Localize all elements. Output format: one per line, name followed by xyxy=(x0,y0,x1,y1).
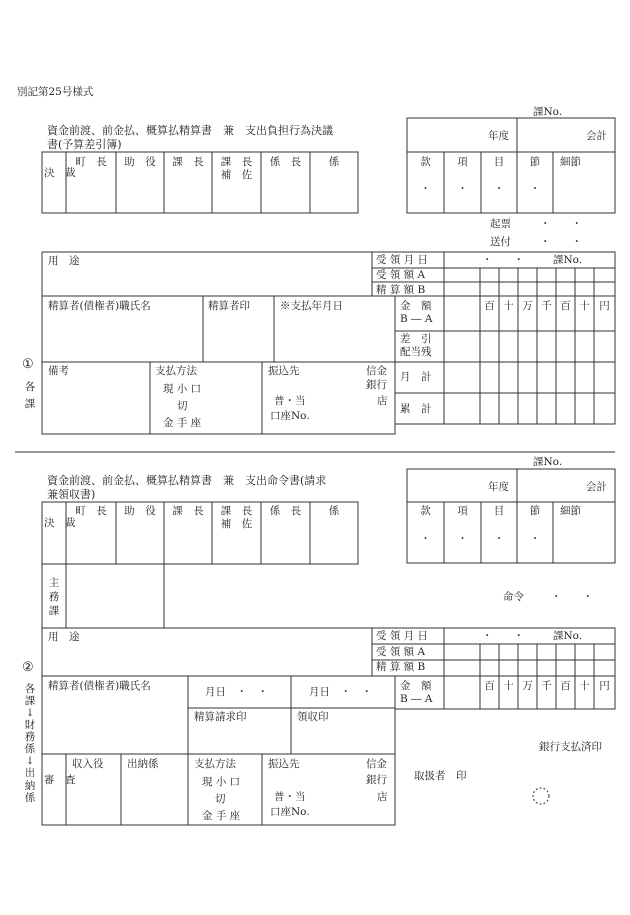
small-ka-number: 課No. xyxy=(553,254,583,266)
digit-juu2: 十 xyxy=(579,300,590,312)
digit-juu: 十 xyxy=(503,680,514,692)
approval-role-chief: 課 長 xyxy=(172,156,204,168)
part2-nendo: 年度 xyxy=(488,481,509,493)
approval-role-staff: 係 xyxy=(328,156,340,168)
digit-hyaku2: 百 xyxy=(560,300,571,312)
budget-dot: ・ xyxy=(420,183,431,195)
shiharai-method-label: 支払方法 xyxy=(155,365,197,377)
ginko-label: 銀行 xyxy=(366,379,387,391)
shinkin-label: 信金 xyxy=(366,758,387,770)
seikyu-seal-label: 精算請求印 xyxy=(194,711,247,723)
part2-side-number: ② xyxy=(22,660,34,675)
toriatsukai-label: 取扱者 印 xyxy=(414,770,467,782)
youto-label: 用 途 xyxy=(48,631,80,643)
budget-col-moku: 目 xyxy=(493,156,505,168)
digit-sen: 千 xyxy=(541,680,552,692)
digit-en: 円 xyxy=(599,300,610,312)
budget-col-kou: 項 xyxy=(457,156,468,168)
budget-col-saisetsu: 細節 xyxy=(560,156,581,168)
tsukihi-2: 月日 ・ ・ xyxy=(309,686,372,698)
budget-dot: ・ xyxy=(457,183,468,195)
budget-col-kan: 款 xyxy=(420,505,431,517)
approval-role-section-head: 係 長 xyxy=(269,156,302,168)
method-line1: 現 小 口 xyxy=(202,776,241,788)
digit-juu2: 十 xyxy=(579,680,590,692)
tsukihi-1: 月日 ・ ・ xyxy=(205,686,268,698)
digit-man: 万 xyxy=(522,680,533,692)
part2-side-label: 各課↓財務係↓出納係 xyxy=(24,683,36,804)
account-type-label: 普・当 xyxy=(274,791,306,803)
method-line3: 金 手 座 xyxy=(202,810,241,822)
budget-col-kan: 款 xyxy=(420,156,431,168)
biko-label: 備考 xyxy=(48,365,69,377)
budget-col-kou: 項 xyxy=(457,505,468,517)
juryo-date-label: 受 領 月 日 xyxy=(376,254,429,266)
shinsa-label: 審 査 xyxy=(44,774,76,786)
juryo-date-label: 受 領 月 日 xyxy=(376,630,429,642)
sofu-date: ・ ・ xyxy=(540,236,582,248)
seisansha-name-label: 精算者(債権者)職氏名 xyxy=(48,300,151,312)
small-ka-number: 課No. xyxy=(553,630,583,642)
juryo-amount-label: 受 領 額 A xyxy=(376,646,426,658)
budget-dot: ・ xyxy=(493,533,505,545)
approval-role-assistant-chief: 課 長 補 佐 xyxy=(220,505,253,531)
shumuka-label: 主務課 xyxy=(48,577,60,618)
method-line3: 金 手 座 xyxy=(163,417,202,429)
part1-side-number: ① xyxy=(22,357,34,372)
budget-col-saisetsu: 細節 xyxy=(560,505,581,517)
budget-dot: ・ xyxy=(420,533,431,545)
approval-role-mayor: 町 長 xyxy=(75,156,107,168)
part1-title-line1: 資金前渡、前金払、概算払精算書 兼 支出負担行為決議 xyxy=(47,124,333,137)
digit-man: 万 xyxy=(522,300,533,312)
bank-paid-seal-label: 銀行支払済印 xyxy=(539,741,602,753)
part2-approval-label: 決 裁 xyxy=(44,517,76,529)
shiharai-method-label: 支払方法 xyxy=(194,758,236,770)
part2-title-line1: 資金前渡、前金払、概算払精算書 兼 支出命令書(請求 xyxy=(47,474,327,487)
budget-col-moku: 目 xyxy=(493,505,505,517)
budget-dot: ・ xyxy=(457,533,468,545)
shunyu-label: 収入役 xyxy=(72,758,104,770)
youto-label: 用 途 xyxy=(48,255,80,267)
seisansha-name-label: 精算者(債権者)職氏名 xyxy=(48,680,151,692)
method-line1: 現 小 口 xyxy=(163,383,202,395)
ruikei-label: 累 計 xyxy=(400,403,432,415)
getsukei-label: 月 計 xyxy=(400,371,432,383)
kihyo-date: ・ ・ xyxy=(540,218,582,230)
part1-nendo: 年度 xyxy=(488,130,509,142)
branch-label: 店 xyxy=(377,395,388,407)
approval-role-mayor: 町 長 xyxy=(75,505,107,517)
digit-juu: 十 xyxy=(503,300,514,312)
part1-title-line2: 書(予算差引簿) xyxy=(47,138,122,151)
sahiki-label: 差 引 配当残 xyxy=(400,333,432,359)
budget-dot: ・ xyxy=(529,533,541,545)
juryo-amount-label: 受 領 額 A xyxy=(376,269,426,281)
seisan-amount-label: 精 算 額 B xyxy=(376,661,426,673)
ryoshu-seal-label: 領収印 xyxy=(297,711,329,723)
budget-dot: ・ xyxy=(529,183,541,195)
account-number-label: 口座No. xyxy=(270,410,310,422)
approval-role-deputy: 助 役 xyxy=(124,156,156,168)
kingaku-label: 金 額 B ― A xyxy=(400,680,433,706)
meirei-date: ・ ・ xyxy=(551,591,593,603)
kingaku-label: 金 額 B ― A xyxy=(400,300,433,326)
approval-role-staff: 係 xyxy=(328,505,340,517)
kihyo-label: 起票 xyxy=(490,218,511,230)
juryo-date-value: ・ ・ xyxy=(482,630,524,642)
furikomi-label: 振込先 xyxy=(268,758,300,770)
suito-label: 出納係 xyxy=(127,758,159,770)
sofu-label: 送付 xyxy=(490,236,511,248)
part1-side-label: 各課 xyxy=(24,381,36,410)
ka-number-label: 課No. xyxy=(533,106,563,118)
seisansha-seal-label: 精算者印 xyxy=(208,300,250,312)
budget-dot: ・ xyxy=(493,183,505,195)
approval-role-section-head: 係 長 xyxy=(269,505,302,517)
method-line2: 切 xyxy=(215,793,226,805)
digit-sen: 千 xyxy=(541,300,552,312)
furikomi-label: 振込先 xyxy=(268,365,300,377)
digit-en: 円 xyxy=(599,680,610,692)
part2-ka-number-label: 課No. xyxy=(533,456,563,468)
form-number: 別記第25号様式 xyxy=(17,86,94,98)
budget-col-setsu: 節 xyxy=(529,156,541,168)
approval-role-chief: 課 長 xyxy=(172,505,204,517)
part1-approval-label: 決 裁 xyxy=(44,167,76,179)
part2-title-line2: 兼領収書) xyxy=(47,488,96,501)
account-number-label: 口座No. xyxy=(270,806,310,818)
meirei-label: 命令 xyxy=(503,591,524,603)
account-type-label: 普・当 xyxy=(274,395,306,407)
digit-hyaku: 百 xyxy=(484,300,495,312)
ginko-label: 銀行 xyxy=(366,774,387,786)
method-line2: 切 xyxy=(177,400,188,412)
digit-hyaku2: 百 xyxy=(560,680,571,692)
shinkin-label: 信金 xyxy=(366,365,387,377)
shiharai-date-label: ※支払年月日 xyxy=(280,300,343,312)
part2-kaikei: 会計 xyxy=(586,481,607,493)
approval-role-assistant-chief: 課 長 補 佐 xyxy=(220,156,253,182)
juryo-date-value: ・ ・ xyxy=(482,254,524,266)
digit-hyaku: 百 xyxy=(484,680,495,692)
branch-label: 店 xyxy=(377,791,388,803)
budget-col-setsu: 節 xyxy=(529,505,541,517)
part1-kaikei: 会計 xyxy=(586,130,607,142)
seisan-amount-label: 精 算 額 B xyxy=(376,284,426,296)
approval-role-deputy: 助 役 xyxy=(124,505,156,517)
